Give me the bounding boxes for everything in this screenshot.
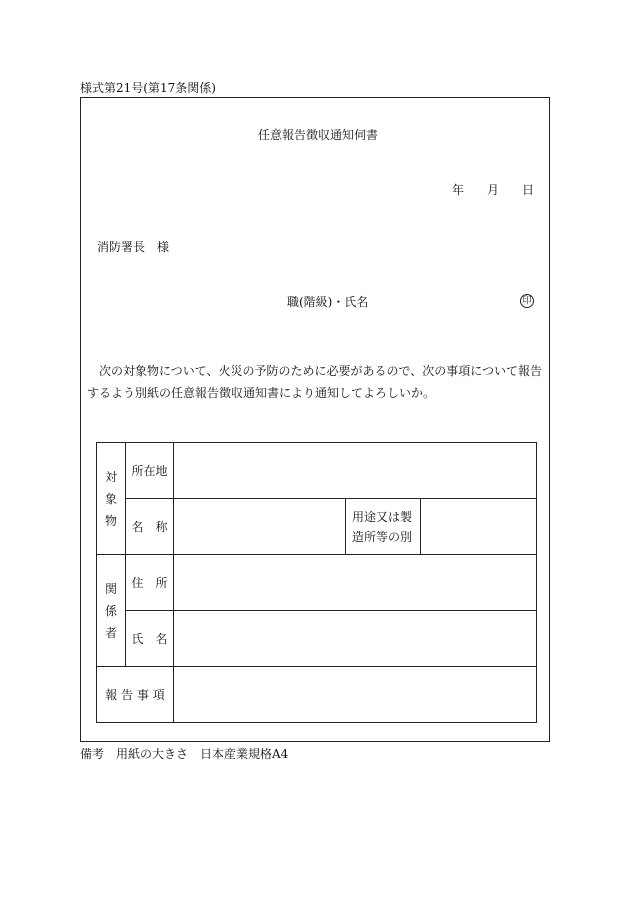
usage-value-cell[interactable] [421,499,537,555]
date-month: 月 [487,183,500,197]
signer-label: 職(階級)・氏名 [287,295,369,309]
date-year: 年 [452,183,465,197]
seal-mark: 印 [520,294,534,308]
body-text: 次の対象物について、火災の予防のために必要があるので、次の事項について報告するよう別紙の任意報告徴収通知書により通知してよろしいか。 [87,364,543,400]
group-label-target: 対 象 物 [97,443,126,555]
addressee: 消防署長 様 [97,240,170,254]
location-value-cell[interactable] [174,443,537,499]
name-value-cell[interactable] [174,499,346,555]
person-name-value-cell[interactable] [174,611,537,667]
group-label-related: 関 係 者 [97,555,126,667]
location-label: 所在地 [126,443,174,499]
date-day: 日 [522,183,535,197]
target-table [96,442,537,723]
usage-label: 用途又は製 造所等の別 [346,499,421,555]
note: 備考 用紙の大きさ 日本産業規格A4 [80,747,289,761]
address-label: 住 所 [126,555,174,611]
name-label: 名 称 [126,499,174,555]
form-title: 任意報告徴収通知伺書 [258,128,379,142]
person-name-label: 氏 名 [126,611,174,667]
form-number: 様式第21号(第17条関係) [80,81,216,95]
report-items-value-cell[interactable] [174,667,537,723]
address-value-cell[interactable] [174,555,537,611]
report-items-label: 報 告 事 項 [97,667,174,723]
